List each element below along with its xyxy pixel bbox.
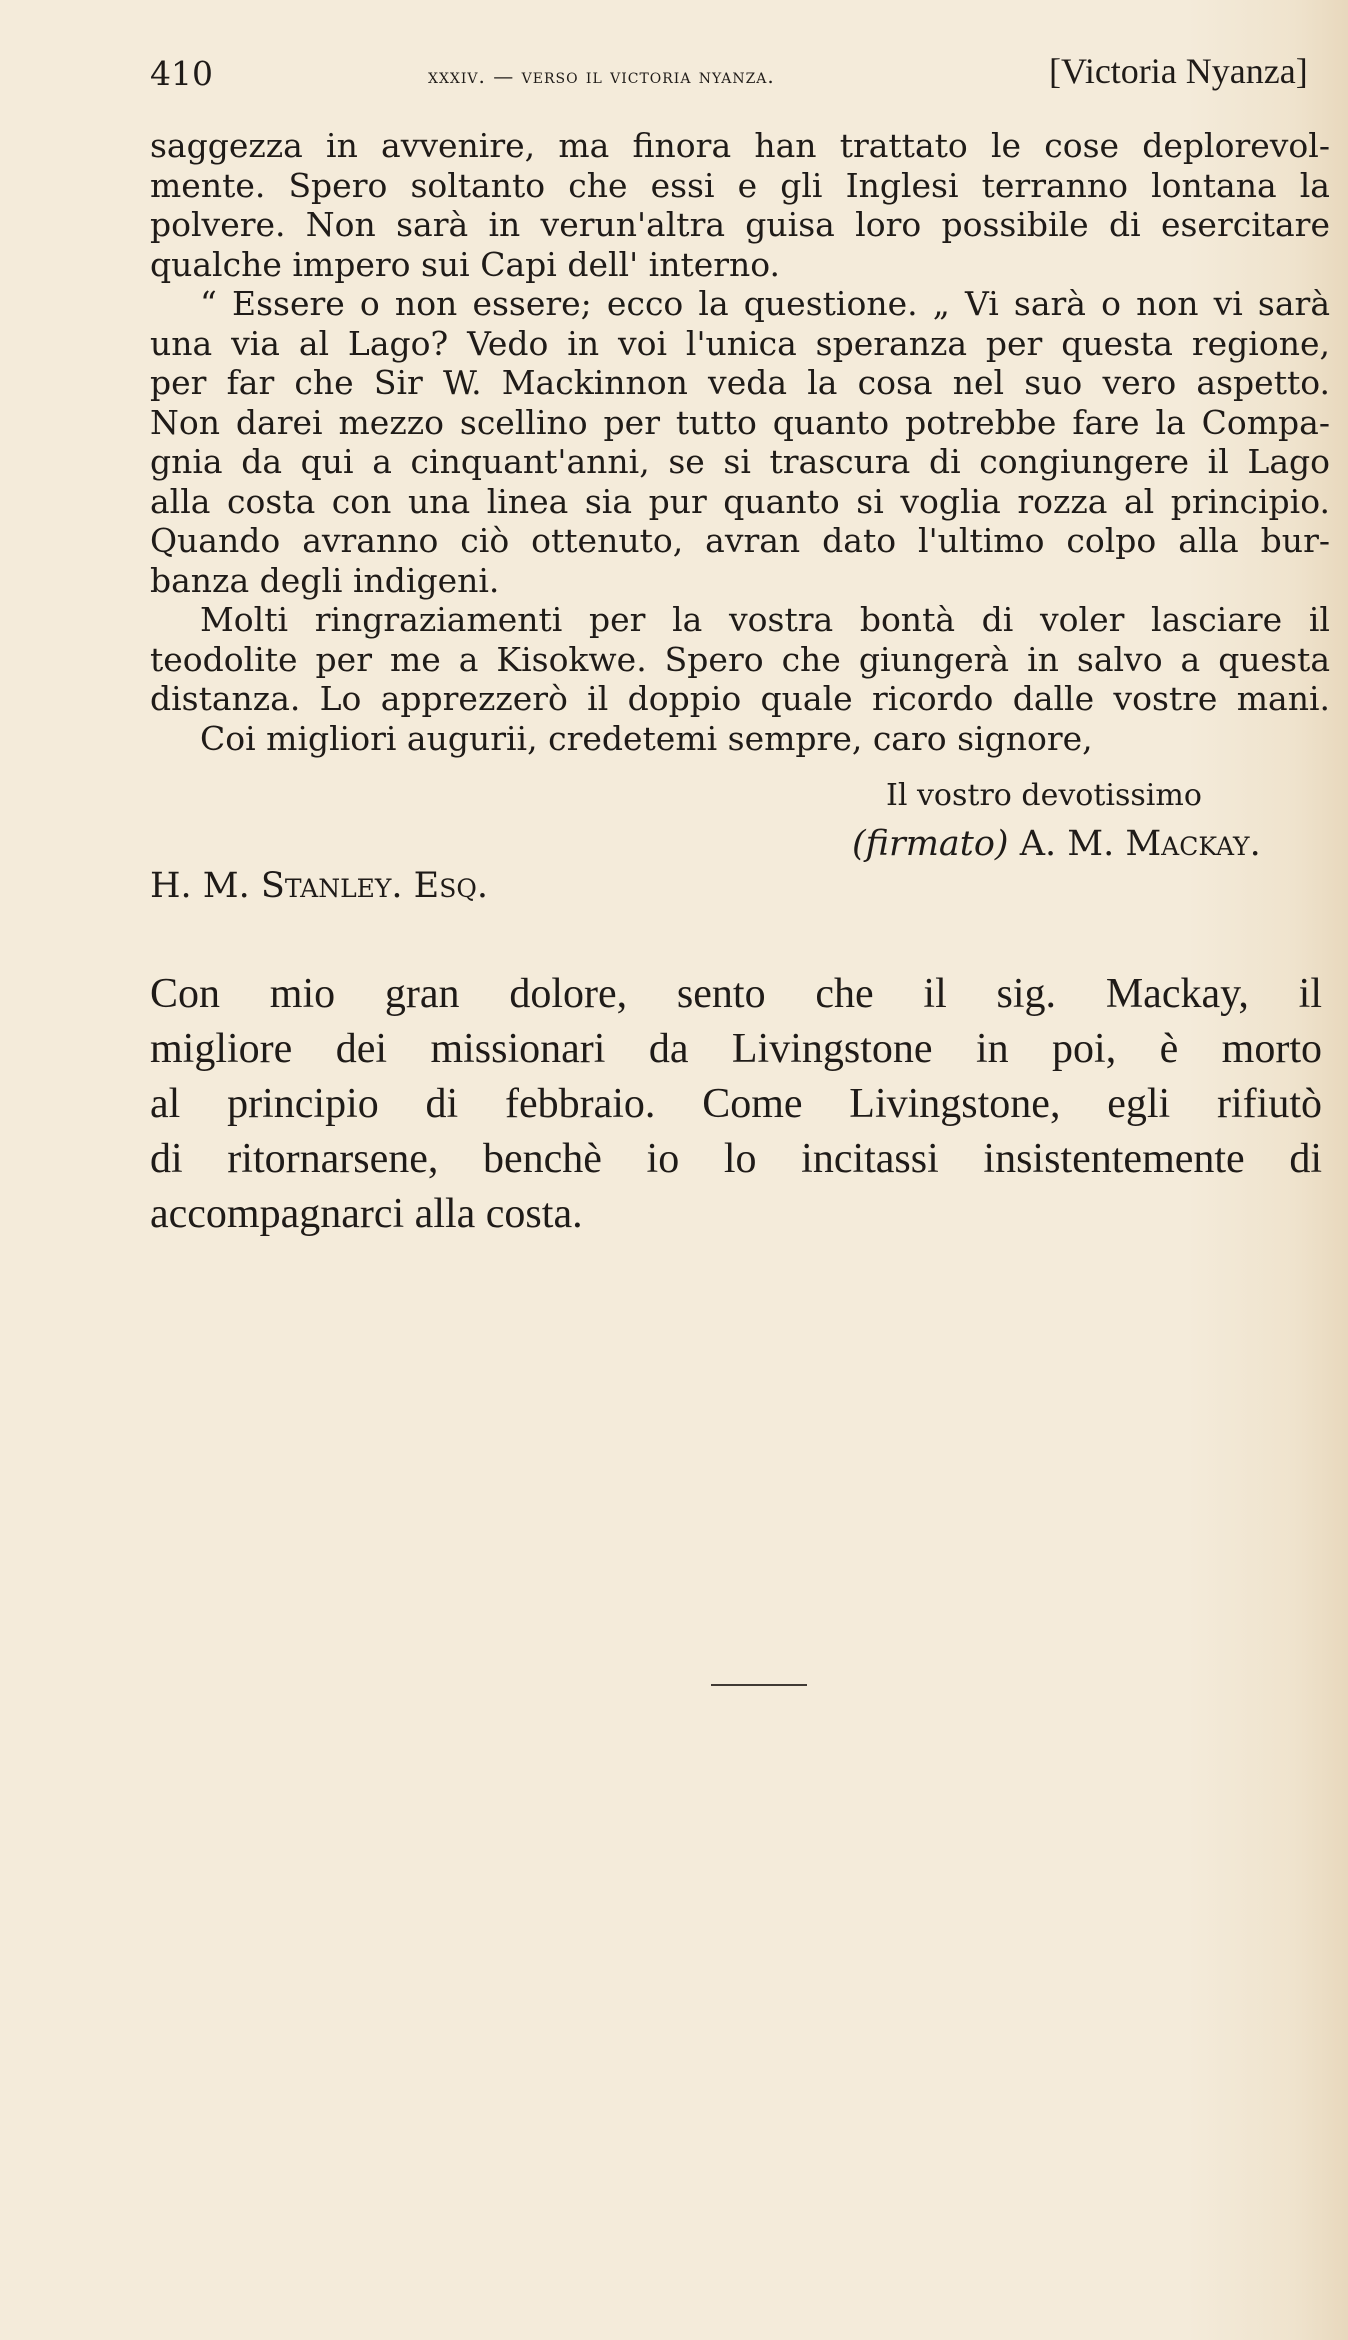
letter-line: distanza. Lo apprezzerò il doppio quale ricordo dalle vostre mani. [150, 679, 1330, 718]
section-title: [Victoria Nyanza] [1049, 51, 1308, 91]
letter-line: gnia da qui a cinquant'anni, se si trascura di congiungere il Lago [150, 442, 1330, 481]
letter-line: polvere. Non sarà in verun'altra guisa loro possibile di esercitare [150, 205, 1330, 244]
signed-label: (firmato) [852, 824, 1009, 864]
commentary [150, 967, 1322, 1242]
letter-line: Non darei mezzo scellino per tutto quanto potrebbe fare la Compa- [150, 402, 1330, 442]
addressee: H. M. Stanley. Esq. [150, 866, 488, 906]
letter-line: “ Essere o non essere; ecco la questione. „ Vi sarà o non vi sarà [200, 284, 1330, 323]
letter-line: per far che Sir W. Mackinnon veda la cosa nel suo vero aspetto. [150, 363, 1330, 402]
letter-body [150, 126, 1330, 758]
letter-line: Quando avranno ciò ottenuto, avran dato l'ultimo colpo alla bur- [150, 521, 1330, 560]
closing-salutation: Il vostro devotissimo [886, 778, 1202, 813]
running-head: xxxiv. — verso il victoria nyanza. [428, 64, 775, 88]
letter-line: una via al Lago? Vedo in voi l'unica speranza per questa regione, [150, 323, 1330, 363]
signature [852, 824, 1261, 864]
end-rule [711, 1684, 807, 1686]
letter-line: alla costa con una linea sia pur quanto si voglia rozza al principio. [150, 481, 1330, 521]
letter-line: Coi migliori augurii, credetemi sempre, caro signore, [200, 718, 1093, 758]
page-header [150, 50, 1335, 92]
signed-name: A. M. Mackay. [1019, 824, 1261, 864]
letter-line: mente. Spero soltanto che essi e gli Inglesi terranno lontana la [150, 165, 1330, 205]
commentary-line: Con mio gran dolore, sento che il sig. Mackay, il [150, 971, 1322, 1017]
commentary-line: accompagnarci alla costa. [150, 1191, 583, 1237]
commentary-line: di ritornarsene, benchè io lo incitassi insistentemente di [150, 1136, 1322, 1182]
commentary-line: al principio di febbraio. Come Livingstone, egli rifiutò [150, 1081, 1322, 1127]
letter-line: saggezza in avvenire, ma finora han trattato le cose deplorevol- [150, 126, 1330, 165]
commentary-line: migliore dei missionari da Livingstone in poi, è morto [150, 1026, 1322, 1072]
letter-line: teodolite per me a Kisokwe. Spero che giungerà in salvo a questa [150, 639, 1330, 679]
letter-line: qualche impero sui Capi dell' interno. [150, 244, 781, 284]
page-number: 410 [150, 54, 213, 93]
letter-line: banza degli indigeni. [150, 560, 500, 600]
letter-line: Molti ringraziamenti per la vostra bontà di voler lasciare il [200, 600, 1330, 639]
